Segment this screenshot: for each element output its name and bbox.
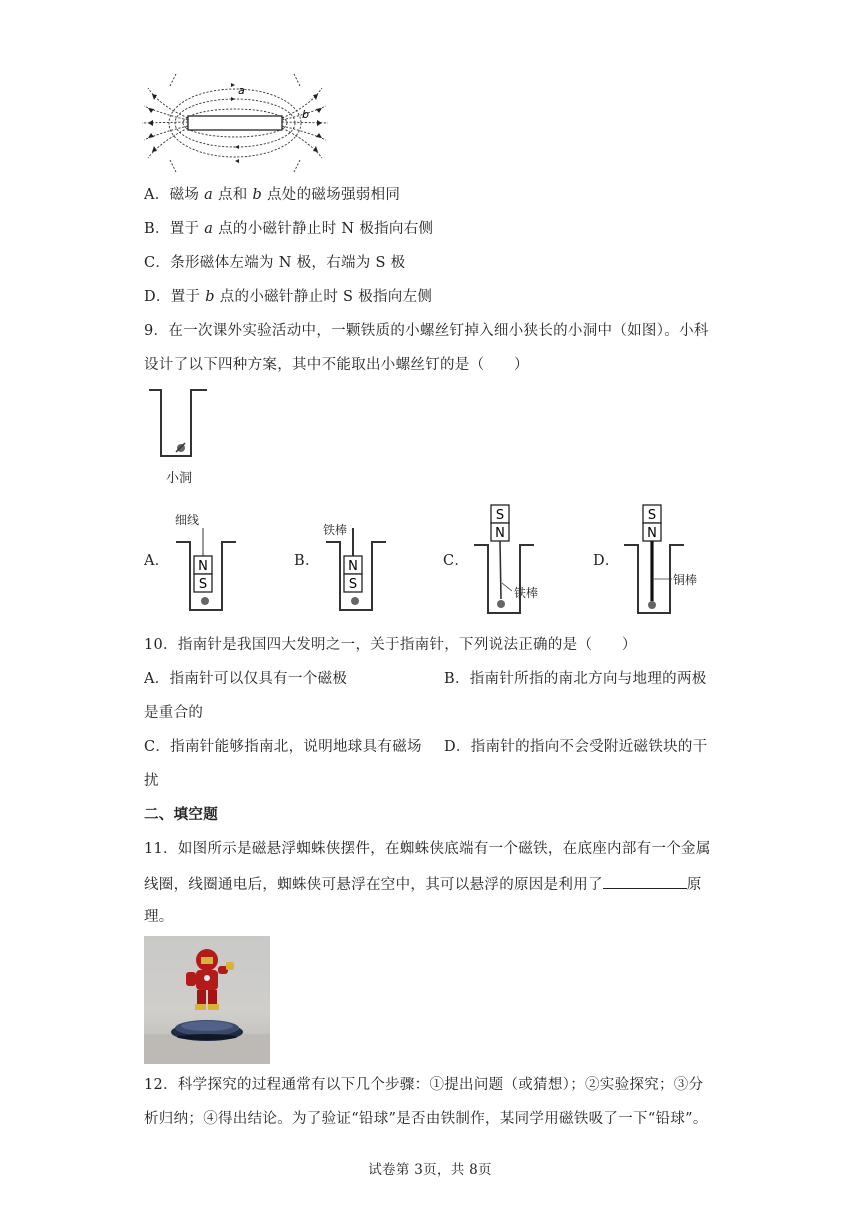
option-a-figure	[172, 528, 240, 614]
q8-option-b: B．置于 a 点的小磁针静止时 N 极指向右侧	[144, 221, 434, 237]
q8-option-a: A．磁场 a 点和 b 点处的磁场强弱相同	[144, 187, 401, 203]
q9-stem-line1: 9．在一次课外实验活动中，一颗铁质的小螺丝钉掉入细小狭长的小洞中（如图）。小科	[144, 323, 709, 339]
q9-option-d-letter: D．	[593, 553, 620, 569]
q10-option-d-cont: 扰	[144, 773, 159, 789]
option-c-pole-bottom: N	[495, 526, 505, 541]
q10-option-a: A．指南针可以仅具有一个磁极	[144, 671, 348, 687]
q9-option-a-letter: A．	[144, 553, 170, 569]
q9-stem-line2: 设计了以下四种方案，其中不能取出小螺丝钉的是（ ）	[144, 357, 529, 373]
hole-label: 小洞	[166, 471, 193, 486]
q8-option-d: D．置于 b 点的小磁针静止时 S 极指向左侧	[144, 289, 433, 305]
levitation-photo	[144, 936, 270, 1064]
option-b-pole-bottom: S	[348, 577, 358, 592]
q11-line1: 11．如图所示是磁悬浮蜘蛛侠摆件，在蜘蛛侠底端有一个磁铁，在底座内部有一个金属	[144, 841, 711, 857]
option-a-tag: 细线	[175, 513, 200, 527]
option-a-pole-top: N	[198, 559, 208, 574]
page-footer: 试卷第 3页，共 8页	[368, 1162, 492, 1178]
magnetic-field-figure	[140, 66, 330, 178]
option-a-pole-bottom: S	[198, 577, 208, 592]
q10-option-d: D．指南针的指向不会受附近磁铁块的干	[444, 739, 708, 755]
q9-option-c-letter: C．	[443, 553, 470, 569]
q10-option-b: B．指南针所指的南北方向与地理的两极	[444, 671, 707, 687]
q8-option-c: C．条形磁体左端为 N 极，右端为 S 极	[144, 255, 406, 271]
q10-stem: 10．指南针是我国四大发明之一，关于指南针，下列说法正确的是（ ）	[144, 637, 637, 653]
option-b-figure	[322, 528, 390, 614]
point-a-label: a	[238, 84, 245, 97]
q12-line2: 析归纳；④得出结论。为了验证“铅球”是否由铁制作，某同学用磁铁吸了一下“铅球”。	[144, 1111, 708, 1127]
option-c-tag: 铁棒	[514, 586, 539, 600]
q10-option-b-cont: 是重合的	[144, 705, 204, 721]
option-c-pole-top: S	[495, 508, 505, 523]
option-b-tag: 铁棒	[323, 523, 348, 537]
q10-option-c: C．指南针能够指南北，说明地球具有磁场	[144, 739, 422, 755]
option-d-pole-top: S	[647, 508, 657, 523]
q12-line1: 12．科学探究的过程通常有以下几个步骤：①提出问题（或猜想）；②实验探究；③分	[144, 1077, 704, 1093]
point-b-label: b	[302, 108, 309, 121]
answer-blank[interactable]	[603, 873, 687, 889]
option-d-pole-bottom: N	[647, 526, 657, 541]
section-title: 二、填空题	[144, 806, 218, 823]
option-d-figure	[620, 503, 690, 617]
option-b-pole-top: N	[348, 559, 358, 574]
q9-option-b-letter: B．	[294, 553, 320, 569]
option-d-tag: 铜棒	[673, 573, 698, 587]
q11-line2: 线圈，线圈通电后，蜘蛛侠可悬浮在空中，其可以悬浮的原因是利用了 原	[144, 873, 702, 895]
q11-line3: 理。	[144, 909, 174, 925]
